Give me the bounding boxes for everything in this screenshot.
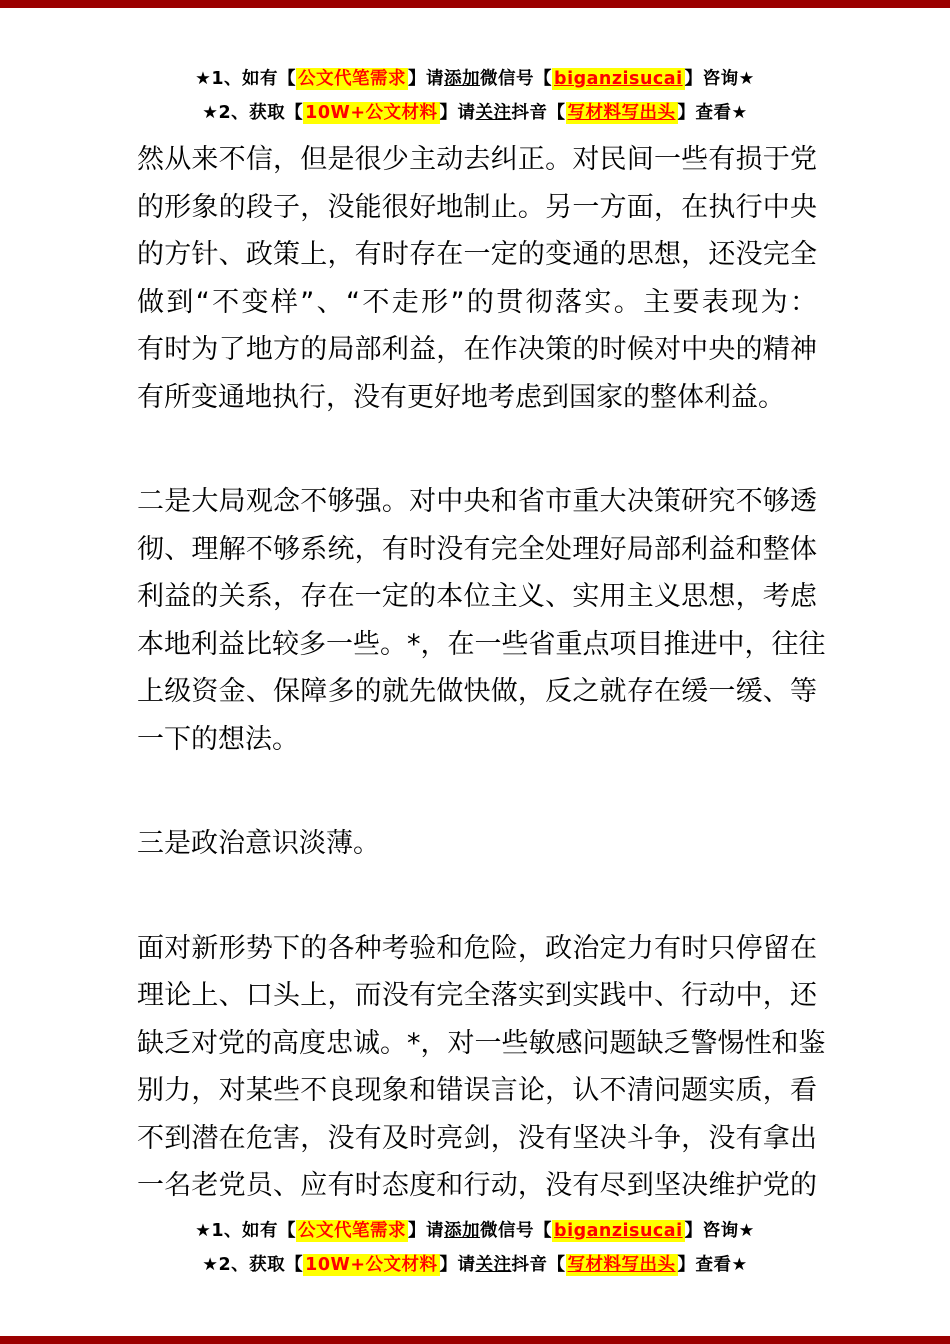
text-line: 上级资金、保障多的就先做快做，反之就存在缓一缓、等 (137, 676, 817, 707)
promo-text: ★2、获取【 (202, 1255, 304, 1275)
text-line: 理论上、口头上，而没有完全落实到实践中、行动中，还 (137, 980, 817, 1011)
promo-text: 】请 (439, 1255, 476, 1275)
promo-text: 抖音【 (511, 103, 566, 123)
text-line: 有时为了地方的局部利益，在作决策的时候对中央的精神 (137, 334, 817, 365)
paragraph (137, 136, 817, 421)
promo-footer (0, 1214, 950, 1282)
page-top-border (0, 0, 950, 8)
text-line: 利益的关系，存在一定的本位主义、实用主义思想，考虑 (137, 581, 817, 612)
promo-underline-text: 关注 (475, 103, 512, 123)
promo-wechat-id: biganzisucai (554, 1221, 683, 1241)
paragraph (137, 820, 817, 868)
page-bottom-border (0, 1336, 950, 1344)
text-line: 一名老党员、应有时态度和行动，没有尽到坚决维护党的 (137, 1170, 817, 1201)
promo-header-line-1 (0, 62, 950, 96)
promo-text: ★1、如有【 (195, 69, 297, 89)
promo-header (0, 62, 950, 130)
promo-footer-line-1 (0, 1214, 950, 1248)
text-line: 彻、理解不够系统，有时没有完全处理好局部利益和整体 (137, 533, 817, 565)
promo-text: ★1、如有【 (195, 1221, 297, 1241)
text-line: 不到潜在危害，没有及时亮剑，没有坚决斗争，没有拿出 (137, 1122, 817, 1154)
text-line: 做到“不变样”、“不走形”的贯彻落实。主要表现为： (137, 286, 817, 318)
promo-text: 】咨询★ (684, 1221, 755, 1241)
promo-highlight: 公文代笔需求 (298, 69, 407, 89)
promo-footer-line-2 (0, 1248, 950, 1282)
text-line: 本地利益比较多一些。*，在一些省重点项目推进中，往往 (137, 628, 826, 660)
paragraph (137, 478, 826, 763)
text-line: 的形象的段子，没能很好地制止。另一方面，在执行中央 (137, 191, 817, 223)
promo-underline-text: 添加 (444, 1221, 481, 1241)
text-line: 有所变通地执行，没有更好地考虑到国家的整体利益。 (137, 381, 785, 413)
promo-underline-text: 关注 (475, 1255, 512, 1275)
text-line: 然从来不信，但是很少主动去纠正。对民间一些有损于党 (137, 144, 817, 175)
document-body (137, 136, 826, 1210)
text-line: 一下的想法。 (137, 723, 299, 755)
promo-text: 抖音【 (511, 1255, 566, 1275)
text-line: 面对新形势下的各种考验和危险，政治定力有时只停留在 (137, 932, 817, 964)
text-line: 的方针、政策上，有时存在一定的变通的思想，还没完全 (137, 239, 817, 270)
promo-text: 】请 (408, 69, 445, 89)
text-line: 二是大局观念不够强。对中央和省市重大决策研究不够透 (137, 486, 817, 517)
promo-text: 】查看★ (677, 103, 748, 123)
promo-text: ★2、获取【 (202, 103, 304, 123)
promo-douyin-name: 写材料写出头 (567, 103, 676, 123)
promo-text: 】查看★ (677, 1255, 748, 1275)
text-line: 别力，对某些不良现象和错误言论，认不清问题实质，看 (137, 1075, 817, 1106)
text-line: 缺乏对党的高度忠诚。*，对一些敏感问题缺乏警惕性和鉴 (137, 1027, 826, 1059)
promo-highlight: 10W+公文材料 (305, 103, 438, 123)
promo-wechat-id: biganzisucai (554, 69, 683, 89)
promo-header-line-2 (0, 96, 950, 130)
paragraph (137, 925, 826, 1210)
promo-douyin-name: 写材料写出头 (567, 1255, 676, 1275)
promo-highlight: 10W+公文材料 (305, 1255, 438, 1275)
promo-text: 】请 (439, 103, 476, 123)
text-line: 三是政治意识淡薄。 (137, 828, 380, 859)
promo-underline-text: 添加 (444, 69, 481, 89)
promo-highlight: 公文代笔需求 (298, 1221, 407, 1241)
promo-text: 微信号【 (480, 1221, 553, 1241)
promo-text: 】咨询★ (684, 69, 755, 89)
promo-text: 微信号【 (480, 69, 553, 89)
promo-text: 】请 (408, 1221, 445, 1241)
